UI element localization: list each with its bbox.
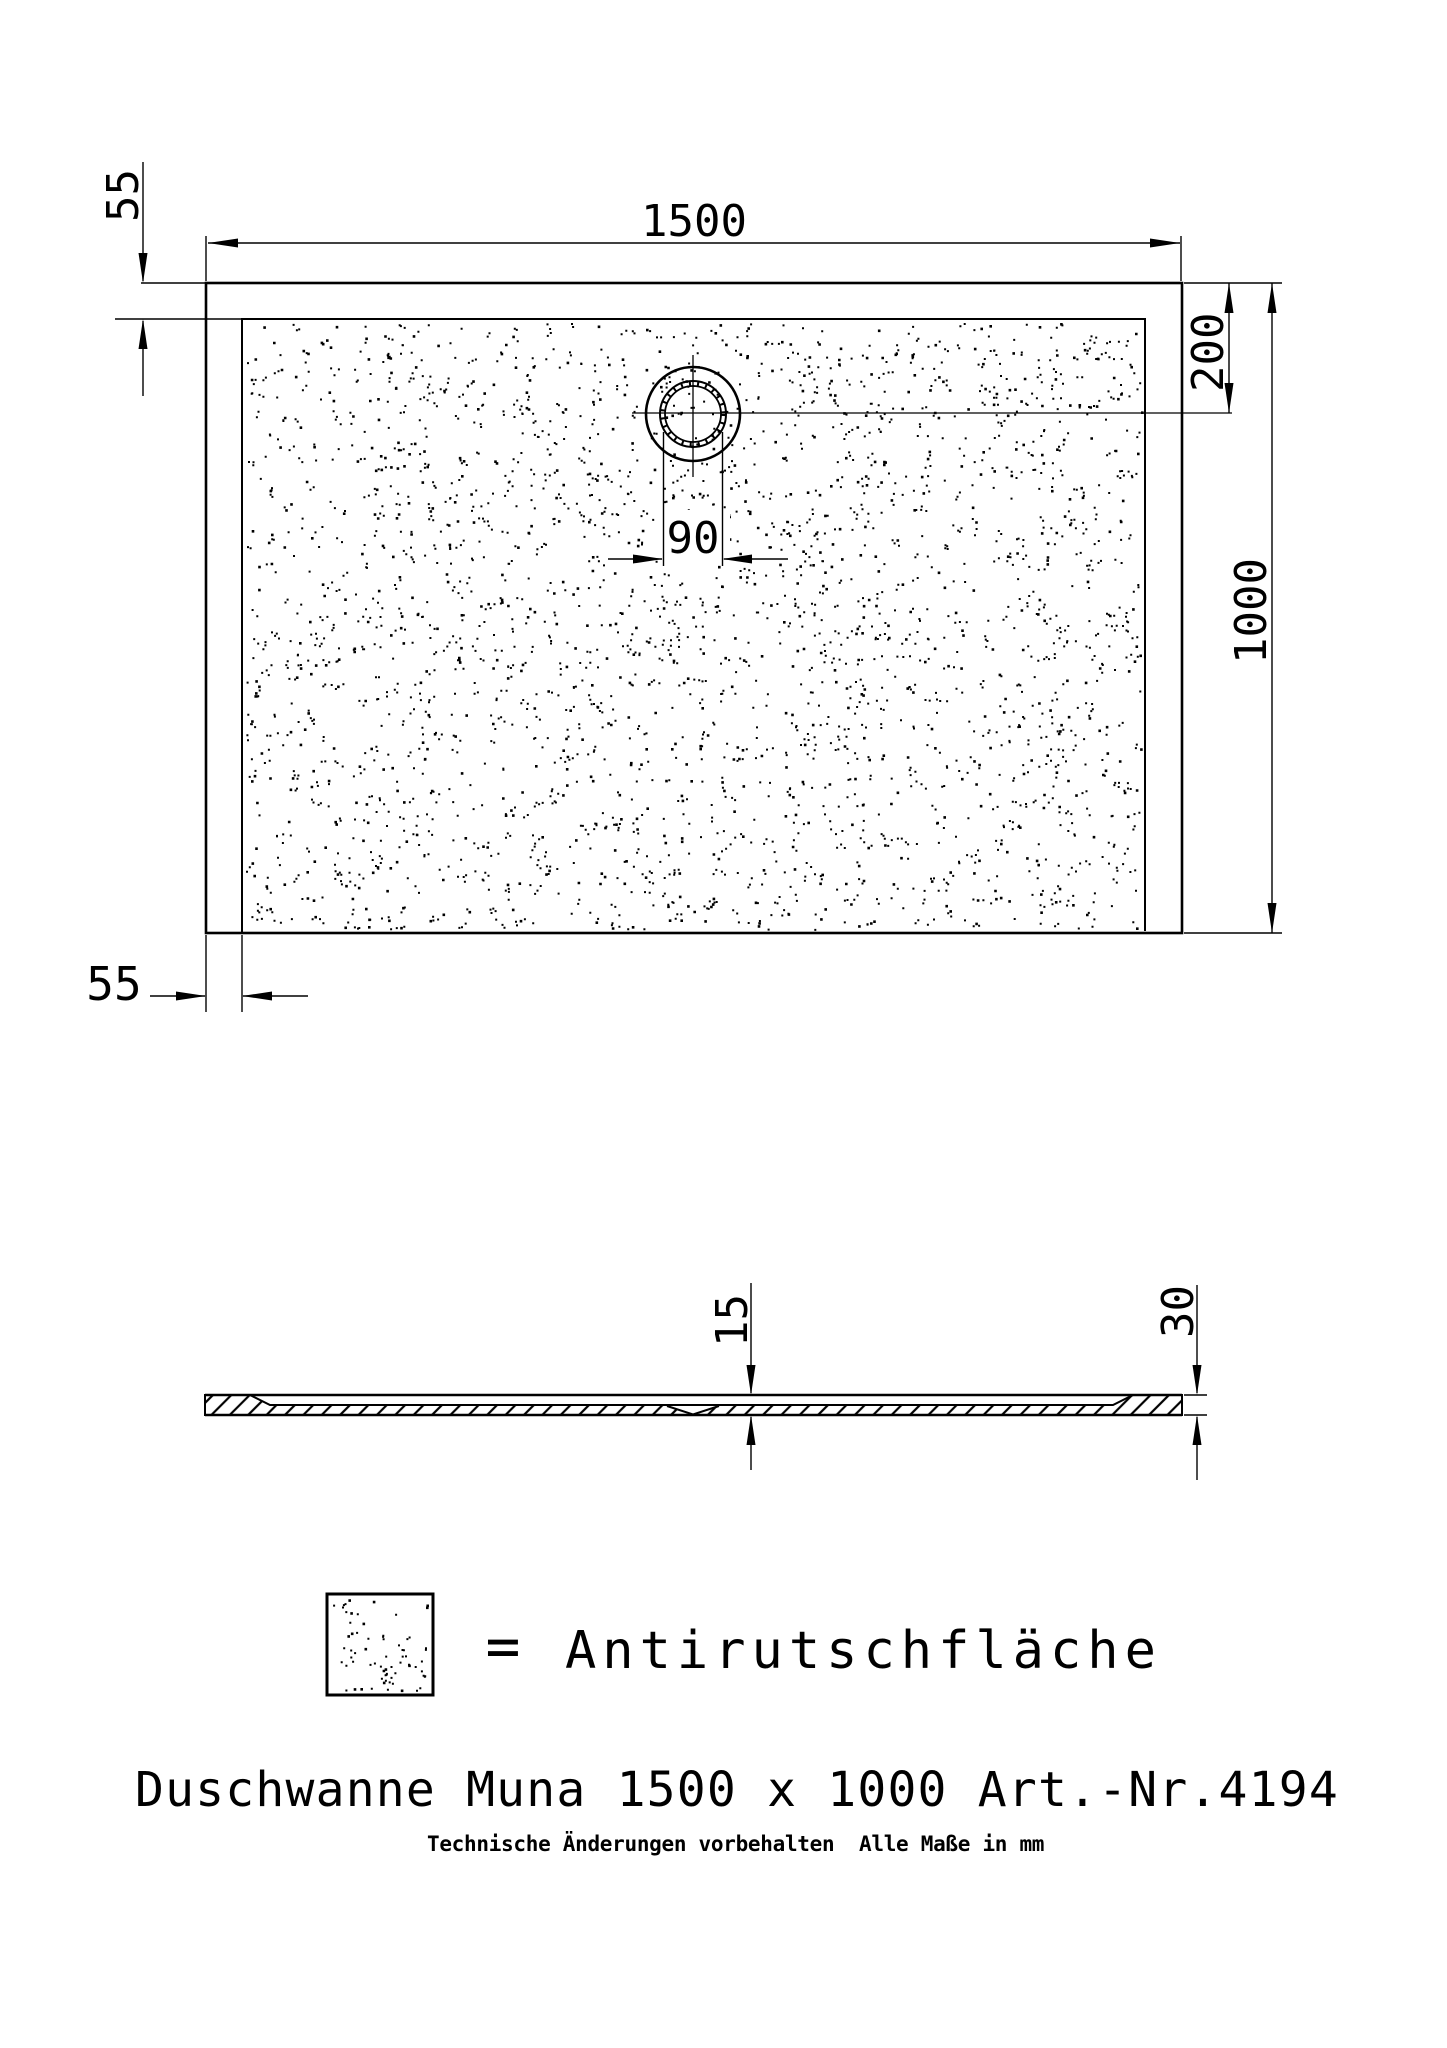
anti-slip-stipple-area xyxy=(246,323,1144,931)
legend-label: Antirutschfläche xyxy=(565,1621,1162,1681)
top-view xyxy=(86,162,1282,1012)
dimension-label: 55 xyxy=(86,957,142,1011)
dimension-label: 90 xyxy=(666,513,720,564)
arrowhead-down xyxy=(1268,903,1277,933)
arrowhead-left xyxy=(208,239,238,248)
dimension-drain-offset-200 xyxy=(1183,283,1282,413)
dimension-label: 1500 xyxy=(641,196,747,247)
dimension-label: 55 xyxy=(98,169,149,222)
dimension-label: 200 xyxy=(1183,312,1234,392)
arrowhead-up xyxy=(1193,1415,1202,1445)
dimension-label: 30 xyxy=(1153,1285,1204,1338)
dimension-rim-inset-left-55 xyxy=(86,935,308,1012)
arrowhead-up xyxy=(747,1415,756,1445)
arrowhead-right xyxy=(1150,239,1180,248)
arrowhead-down xyxy=(1193,1365,1202,1395)
dimension-drain-diameter-90 xyxy=(608,432,788,566)
dimension-width-1500 xyxy=(206,196,1181,281)
profile-floor-line xyxy=(250,1395,1133,1405)
drawing-title: Duschwanne Muna 1500 x 1000 Art.-Nr.4194 xyxy=(135,1762,1339,1818)
legend-swatch xyxy=(327,1594,433,1695)
dimension-total-height-30 xyxy=(1153,1285,1207,1480)
legend-swatch-stipple xyxy=(333,1599,429,1692)
dimension-tray-depth-15 xyxy=(707,1283,758,1470)
drawing-footnote: Technische Änderungen vorbehalten Alle Maße in mm xyxy=(427,1832,1045,1856)
dimension-label: 15 xyxy=(707,1294,758,1347)
dimension-label: 1000 xyxy=(1226,558,1277,664)
arrowhead-down xyxy=(139,253,148,283)
arrowhead-left xyxy=(242,992,272,1001)
arrowhead-up xyxy=(1268,283,1277,313)
arrowhead-up xyxy=(1225,283,1234,313)
arrowhead-up xyxy=(139,319,148,349)
side-view xyxy=(205,1283,1207,1480)
arrowhead-right xyxy=(176,992,206,1001)
arrowhead-down xyxy=(747,1365,756,1395)
legend-equals-sign: = xyxy=(485,1612,521,1680)
legend xyxy=(327,1594,1162,1695)
dimension-rim-inset-top-55 xyxy=(98,162,241,396)
